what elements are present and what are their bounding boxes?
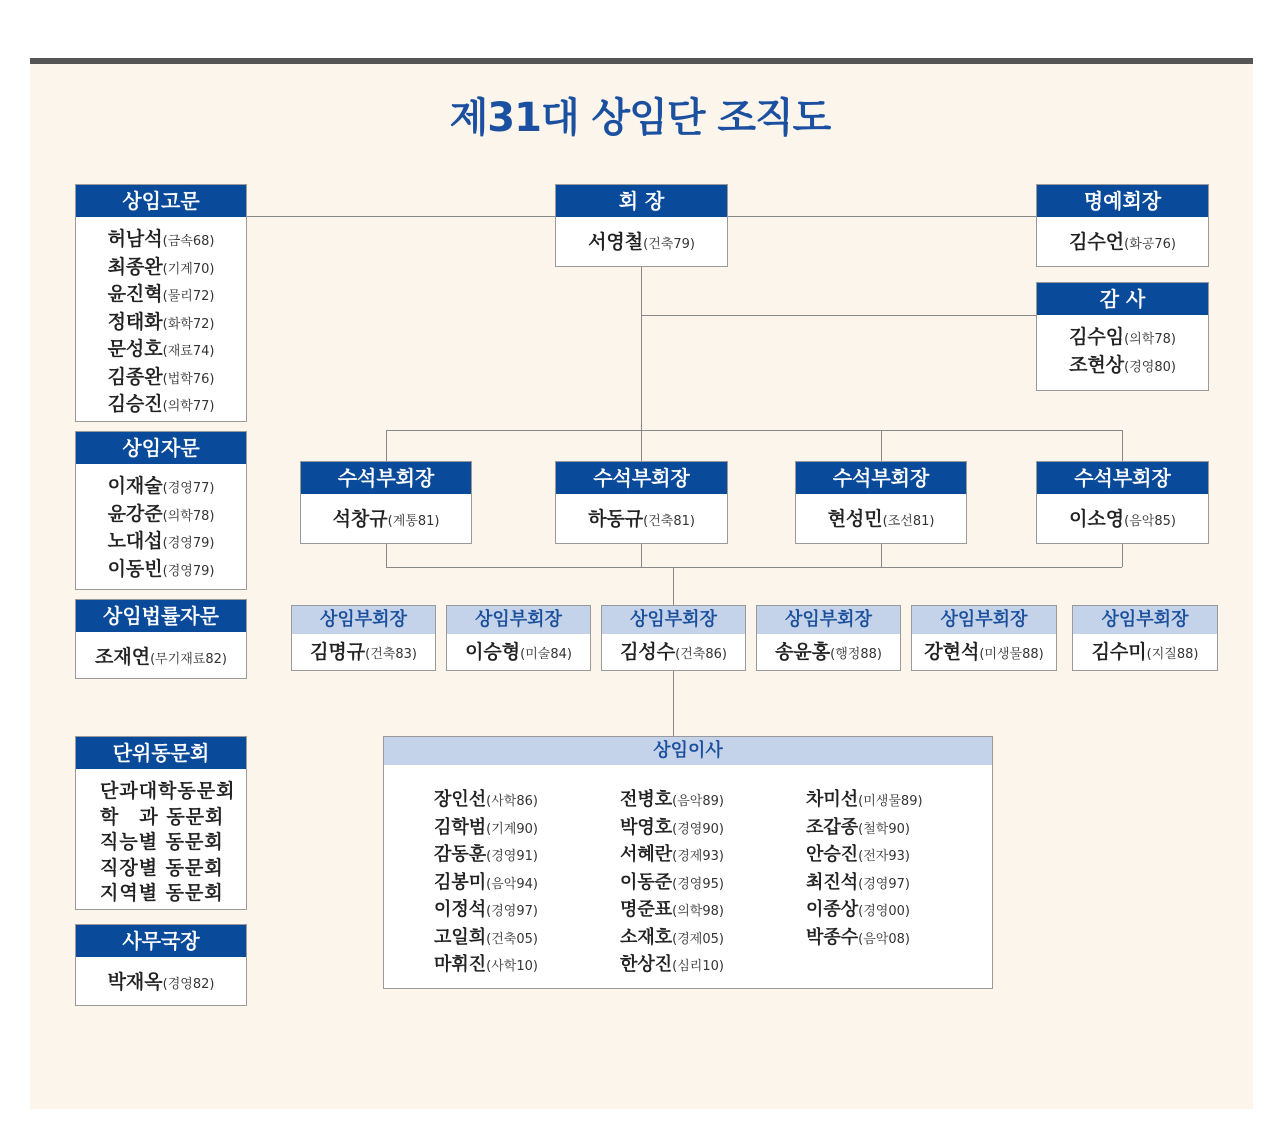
member-name: 이소영 xyxy=(1069,508,1125,530)
member-department: (경영95) xyxy=(672,876,724,892)
box-header: 단위동문회 xyxy=(76,737,246,769)
senior-vp-4-box xyxy=(1036,461,1209,544)
member-entry xyxy=(806,925,992,953)
member-name: 김수임 xyxy=(1069,326,1125,348)
member-department: (행정88) xyxy=(830,647,882,662)
advisors-box xyxy=(75,184,247,422)
connector-line xyxy=(673,671,674,736)
member-entry xyxy=(602,640,745,668)
member-department: (계통81) xyxy=(387,514,440,529)
member-name: 단과대학동문회 xyxy=(100,780,236,802)
member-entry xyxy=(1037,325,1208,353)
member-department: (경영79) xyxy=(162,536,215,551)
member-entry xyxy=(434,870,620,898)
member-entry xyxy=(434,787,620,815)
member-name: 최진석 xyxy=(806,871,859,893)
member-entry xyxy=(100,830,246,856)
member-entry xyxy=(76,970,246,998)
member-department: (경영97) xyxy=(858,876,910,892)
member-name: 노대섭 xyxy=(107,530,163,552)
member-department: (건축83) xyxy=(365,647,417,662)
member-department: (철학90) xyxy=(858,821,910,837)
member-entry xyxy=(100,779,246,805)
member-department: (음악89) xyxy=(672,794,724,809)
vp-5-box xyxy=(911,605,1057,671)
member-department: (미생물88) xyxy=(979,647,1044,662)
member-department: (기계90) xyxy=(486,821,538,837)
directors-columns xyxy=(384,765,992,980)
member-name: 윤강준 xyxy=(107,502,163,525)
member-name: 조재연 xyxy=(95,646,151,668)
member-name: 하동규 xyxy=(588,508,644,530)
box-header: 수석부회장 xyxy=(301,462,471,494)
directors-column xyxy=(620,787,806,980)
member-department: (화공76) xyxy=(1124,237,1176,252)
box-members xyxy=(76,957,246,998)
member-entry xyxy=(292,640,435,668)
member-entry xyxy=(447,640,590,668)
member-department: (무기재료82) xyxy=(150,652,227,667)
member-entry xyxy=(76,310,246,338)
box-members xyxy=(556,217,727,258)
member-department: (경영90) xyxy=(672,821,724,837)
box-members xyxy=(1073,634,1217,668)
senior-vp-2-box xyxy=(555,461,728,544)
box-members xyxy=(76,632,246,673)
box-header: 회 장 xyxy=(556,185,727,217)
member-entry xyxy=(620,952,806,980)
member-department: (음악94) xyxy=(486,876,538,892)
member-department: (재료74) xyxy=(162,344,215,359)
member-name: 박재옥 xyxy=(107,971,163,993)
member-entry xyxy=(556,507,727,535)
vp-1-box xyxy=(291,605,436,671)
member-name: 문성호 xyxy=(107,338,163,360)
connector-line xyxy=(641,544,642,567)
member-entry xyxy=(76,227,246,255)
connector-line xyxy=(673,567,674,605)
member-entry xyxy=(1073,640,1217,668)
member-entry xyxy=(434,842,620,870)
member-entry xyxy=(1037,353,1208,381)
member-name: 이동빈 xyxy=(107,557,163,580)
vp-6-box xyxy=(1072,605,1218,671)
member-entry xyxy=(620,925,806,953)
member-entry xyxy=(806,870,992,898)
member-department: (음악08) xyxy=(858,931,910,947)
box-members xyxy=(447,634,590,668)
connector-line xyxy=(386,430,387,461)
senior-vp-3-box xyxy=(795,461,967,544)
connector-line xyxy=(1122,544,1123,567)
member-entry xyxy=(806,897,992,925)
member-entry xyxy=(434,925,620,953)
member-entry xyxy=(100,856,246,882)
member-name: 김수미 xyxy=(1091,641,1147,663)
alumni-units-box xyxy=(75,736,247,910)
member-name: 송윤홍 xyxy=(775,641,831,663)
senior-vp-1-box xyxy=(300,461,472,544)
member-department: (법학76) xyxy=(162,371,215,387)
member-name: 전병호 xyxy=(620,789,673,810)
member-entry xyxy=(556,230,727,258)
member-entry xyxy=(806,842,992,870)
member-department: (조선81) xyxy=(882,514,935,529)
member-department: (건축05) xyxy=(486,931,538,947)
box-header: 수석부회장 xyxy=(796,462,966,494)
box-header: 상임부회장 xyxy=(757,606,900,634)
member-name: 직능별 동문회 xyxy=(100,831,224,853)
member-department: (전자93) xyxy=(858,849,910,864)
box-header: 상임이사 xyxy=(384,737,992,765)
member-name: 이동준 xyxy=(620,871,673,893)
box-members xyxy=(76,217,246,420)
box-header: 상임부회장 xyxy=(912,606,1056,634)
member-name: 서영철 xyxy=(588,231,644,253)
member-department: (경영77) xyxy=(162,481,215,496)
connector-line xyxy=(247,216,555,217)
member-entry xyxy=(1037,507,1208,535)
member-department: (미술84) xyxy=(520,647,572,662)
member-department: (경영91) xyxy=(486,849,538,864)
member-entry xyxy=(76,557,246,585)
box-header: 명예회장 xyxy=(1037,185,1208,217)
member-entry xyxy=(301,507,471,535)
member-name: 김학범 xyxy=(434,816,487,838)
member-entry xyxy=(912,640,1056,668)
connector-line xyxy=(641,430,642,461)
member-entry xyxy=(76,282,246,310)
member-entry xyxy=(806,815,992,843)
member-name: 조갑종 xyxy=(806,816,859,838)
member-entry xyxy=(434,952,620,980)
member-department: (경영80) xyxy=(1124,359,1176,375)
member-name: 김수언 xyxy=(1069,231,1125,253)
member-name: 최종완 xyxy=(107,255,163,278)
member-name: 서혜란 xyxy=(620,844,673,865)
member-entry xyxy=(757,640,900,668)
member-name: 이정석 xyxy=(434,899,487,920)
member-name: 허남석 xyxy=(107,228,163,250)
member-department: (경영97) xyxy=(486,904,538,919)
member-name: 김승진 xyxy=(107,393,163,415)
member-name: 박종수 xyxy=(806,926,859,948)
member-department: (지질88) xyxy=(1146,647,1199,662)
member-department: (의학77) xyxy=(162,399,215,414)
connector-line xyxy=(728,216,1036,217)
box-members xyxy=(1037,217,1208,258)
member-name: 정태화 xyxy=(107,310,163,333)
directors-column xyxy=(434,787,620,980)
member-name: 명준표 xyxy=(620,899,673,920)
member-entry xyxy=(76,502,246,530)
box-header: 상임부회장 xyxy=(602,606,745,634)
box-members xyxy=(76,464,246,584)
box-header: 상임부회장 xyxy=(447,606,590,634)
member-name: 이승형 xyxy=(465,641,521,663)
member-department: (금속68) xyxy=(162,234,215,249)
member-entry xyxy=(620,815,806,843)
member-name: 조현상 xyxy=(1069,353,1125,376)
member-entry xyxy=(76,337,246,365)
member-name: 이종상 xyxy=(806,899,859,920)
member-name: 차미선 xyxy=(806,789,859,810)
member-name: 장인선 xyxy=(434,789,487,810)
member-department: (건축86) xyxy=(675,647,727,662)
box-header: 수석부회장 xyxy=(556,462,727,494)
member-entry xyxy=(620,870,806,898)
vp-3-box xyxy=(601,605,746,671)
connector-line xyxy=(641,315,1036,316)
honorary-president-box xyxy=(1036,184,1209,267)
member-name: 마휘진 xyxy=(434,954,487,975)
member-name: 고일희 xyxy=(434,926,487,948)
member-entry xyxy=(796,507,966,535)
member-name: 윤진혁 xyxy=(107,283,163,305)
member-department: (사학10) xyxy=(486,959,538,974)
member-name: 강현석 xyxy=(924,641,980,663)
member-department: (의학78) xyxy=(1124,332,1176,347)
member-department: (미생물89) xyxy=(858,794,923,809)
member-entry xyxy=(434,815,620,843)
member-entry xyxy=(76,645,246,673)
member-name: 김종완 xyxy=(107,365,163,388)
connector-line xyxy=(881,430,882,461)
member-name: 박영호 xyxy=(620,816,673,838)
member-department: (사학86) xyxy=(486,794,538,809)
member-name: 김성수 xyxy=(620,641,676,663)
directors-column xyxy=(806,787,992,980)
member-entry xyxy=(100,805,246,831)
connector-line xyxy=(881,544,882,567)
member-name: 직장별 동문회 xyxy=(100,856,224,879)
member-department: (경영82) xyxy=(162,977,215,992)
member-name: 감동훈 xyxy=(434,844,487,865)
box-members xyxy=(292,634,435,668)
secretary-general-box xyxy=(75,924,247,1006)
box-members xyxy=(1037,494,1208,535)
member-entry xyxy=(434,897,620,925)
connector-line xyxy=(386,567,1122,568)
box-members xyxy=(556,494,727,535)
member-name: 김명규 xyxy=(310,641,366,663)
member-name: 학 과 동문회 xyxy=(100,805,225,828)
member-name: 한상진 xyxy=(620,954,673,975)
page-title: 제31대 상임단 조직도 xyxy=(449,95,831,141)
member-department: (건축79) xyxy=(643,237,695,252)
member-department: (경영00) xyxy=(858,904,910,919)
member-department: (음악85) xyxy=(1124,514,1176,529)
connector-line xyxy=(641,267,642,431)
box-members xyxy=(602,634,745,668)
box-header: 상임부회장 xyxy=(1073,606,1217,634)
member-department: (건축81) xyxy=(643,514,695,529)
member-name: 석창규 xyxy=(332,508,388,530)
box-members xyxy=(76,769,246,907)
member-department: (기계70) xyxy=(162,261,215,277)
member-department: (의학98) xyxy=(672,904,724,919)
box-header: 상임고문 xyxy=(76,185,246,217)
member-department: (심리10) xyxy=(672,959,724,974)
vp-4-box xyxy=(756,605,901,671)
member-department: (물리72) xyxy=(162,289,215,304)
member-name: 김봉미 xyxy=(434,871,487,893)
member-entry xyxy=(620,897,806,925)
member-name: 이재술 xyxy=(107,475,163,497)
member-name: 지역별 동문회 xyxy=(100,882,224,904)
member-entry xyxy=(76,365,246,393)
connector-line xyxy=(386,430,1122,431)
consultants-box xyxy=(75,431,247,590)
member-department: (화학72) xyxy=(162,316,215,332)
box-header: 감 사 xyxy=(1037,283,1208,315)
member-entry xyxy=(76,474,246,502)
box-members xyxy=(301,494,471,535)
member-entry xyxy=(100,881,246,907)
box-header: 상임자문 xyxy=(76,432,246,464)
member-department: (의학78) xyxy=(162,508,215,524)
member-department: (경제05) xyxy=(672,931,724,947)
legal-box xyxy=(75,599,247,679)
member-entry xyxy=(806,787,992,815)
box-members xyxy=(1037,315,1208,380)
box-members xyxy=(796,494,966,535)
member-name: 현성민 xyxy=(827,508,883,530)
connector-line xyxy=(386,544,387,567)
member-name: 소재호 xyxy=(620,926,673,948)
connector-line xyxy=(1122,430,1123,461)
box-header: 수석부회장 xyxy=(1037,462,1208,494)
box-header: 사무국장 xyxy=(76,925,246,957)
member-entry xyxy=(76,529,246,557)
member-name: 안승진 xyxy=(806,844,859,865)
member-entry xyxy=(620,787,806,815)
president-box xyxy=(555,184,728,267)
box-members xyxy=(757,634,900,668)
directors-box xyxy=(383,736,993,989)
auditors-box xyxy=(1036,282,1209,391)
vp-2-box xyxy=(446,605,591,671)
box-header: 상임법률자문 xyxy=(76,600,246,632)
member-department: (경제93) xyxy=(672,849,724,864)
box-header: 상임부회장 xyxy=(292,606,435,634)
member-entry xyxy=(620,842,806,870)
member-entry xyxy=(1037,230,1208,258)
box-members xyxy=(912,634,1056,668)
member-entry xyxy=(76,392,246,420)
member-entry xyxy=(76,255,246,283)
member-department: (경영79) xyxy=(162,563,215,579)
